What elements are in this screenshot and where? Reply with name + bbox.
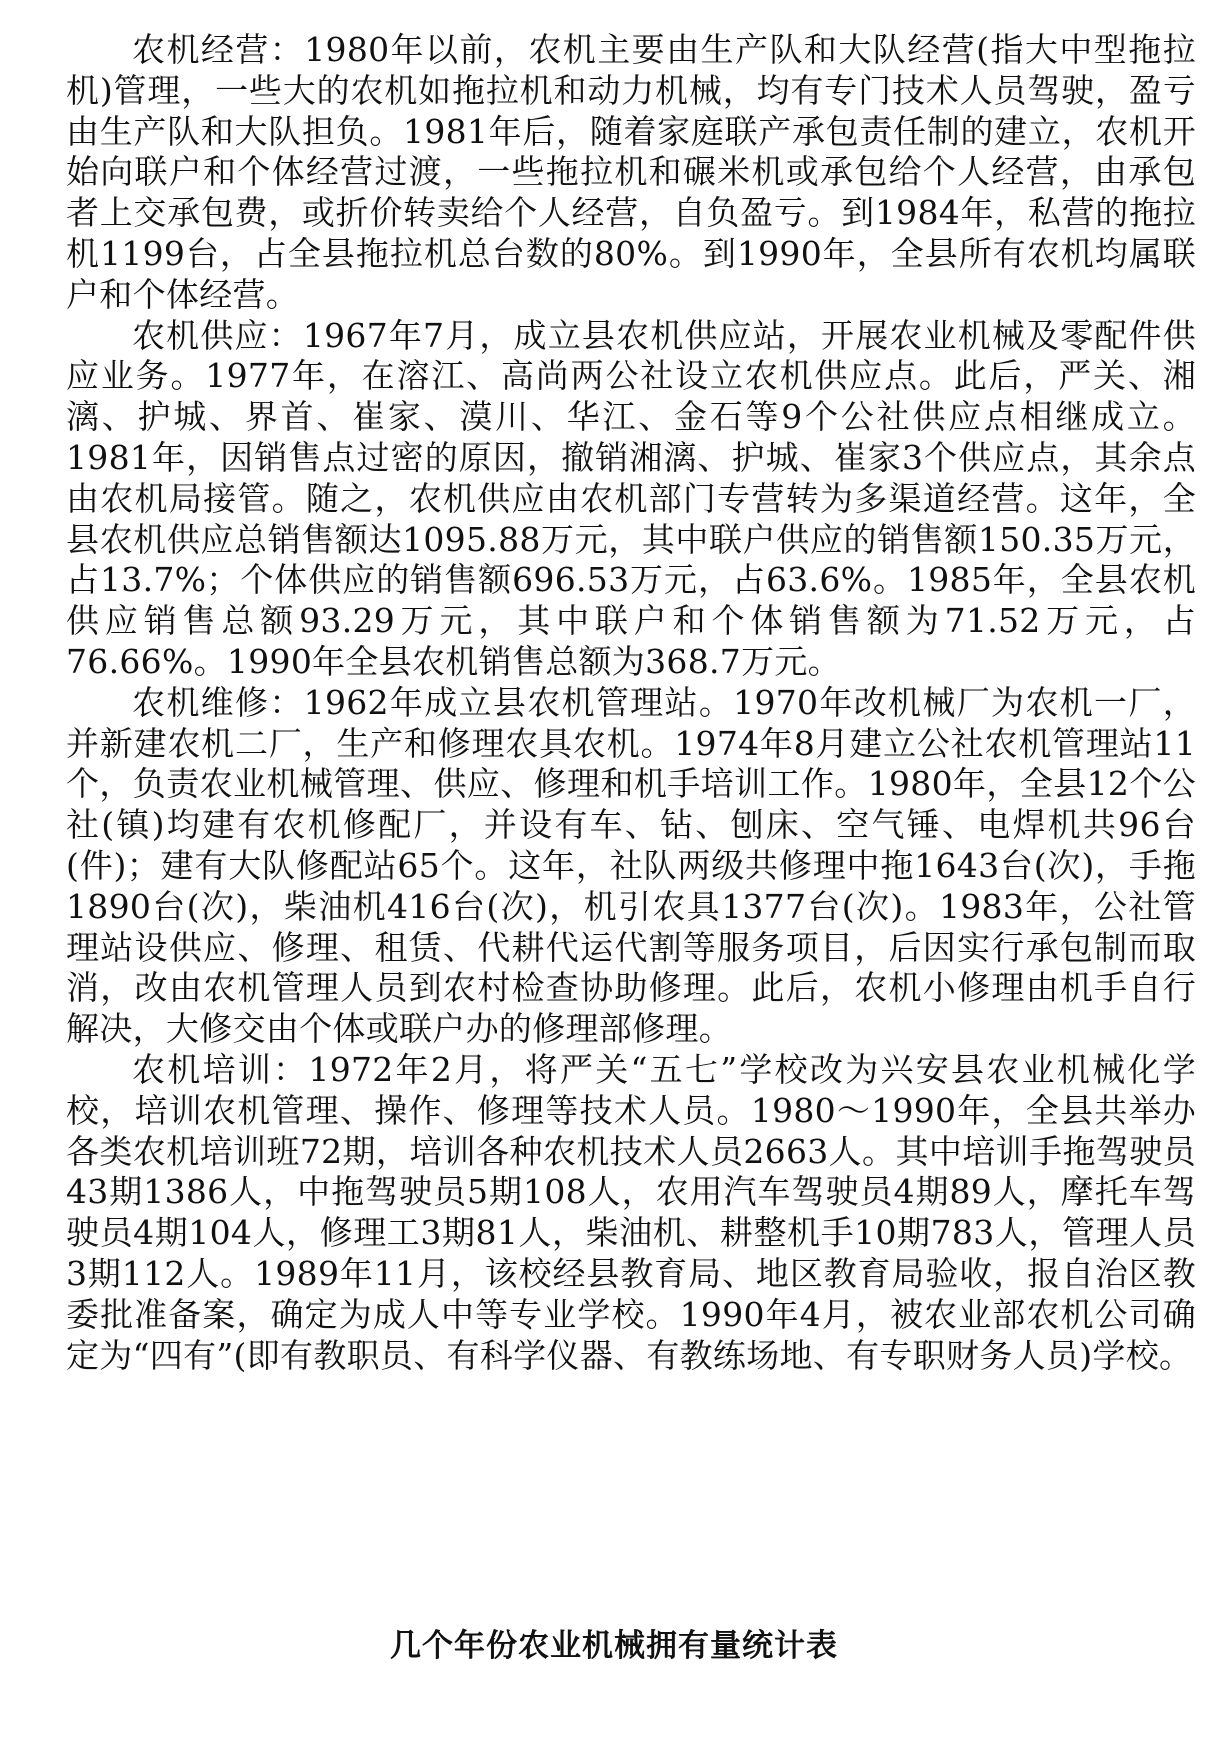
paragraph-farm-machinery-operation: 农机经营：1980年以前，农机主要由生产队和大队经营(指大中型拖拉机)管理，一些大的农机如拖拉机和动力机械，均有专门技术人员驾驶，盈亏由生产队和大队担负。1981年后，随着家庭联产承包责任制的建立，农机开始向联户和个体经营过渡，一些拖拉机和碾米机或承包给个人经营，由承包者上交承包费，或折价转卖给个人经营，自负盈亏。到1984年，私营的拖拉机1199台，占全县拖拉机总台数的80%。到1990年，全县所有农机均属联户和个体经营。	[66, 30, 1196, 314]
table-title: 几个年份农业机械拥有量统计表	[390, 1628, 838, 1664]
document-body	[66, 30, 1196, 1376]
paragraph-farm-machinery-supply: 农机供应：1967年7月，成立县农机供应站，开展农业机械及零配件供应业务。1977年，在溶江、高尚两公社设立农机供应点。此后，严关、湘漓、护城、界首、崔家、漠川、华江、金石等9个公社供应点相继成立。1981年，因销售点过密的原因，撤销湘漓、护城、崔家3个供应点，其余点由农机局接管。随之，农机供应由农机部门专营转为多渠道经营。这年，全县农机供应总销售额达1095.88万元，其中联户供应的销售额150.35万元，占13.7%；个体供应的销售额696.53万元，占63.6%。1985年，全县农机供应销售总额93.29万元，其中联户和个体销售额为71.52万元，占76.66%。1990年全县农机销售总额为368.7万元。	[66, 315, 1196, 681]
paragraph-farm-machinery-training: 农机培训：1972年2月，将严关“五七”学校改为兴安县农业机械化学校，培训农机管理、操作、修理等技术人员。1980～1990年，全县共举办各类农机培训班72期，培训各种农机技术人员2663人。其中培训手拖驾驶员43期1386人，中拖驾驶员5期108人，农用汽车驾驶员4期89人，摩托车驾驶员4期104人，修理工3期81人，柴油机、耕整机手10期783人，管理人员3期112人。1989年11月，该校经县教育局、地区教育局验收，报自治区教委批准备案，确定为成人中等专业学校。1990年4月，被农业部农机公司确定为“四有”(即有教职员、有科学仪器、有教练场地、有专职财务人员)学校。	[66, 1049, 1196, 1375]
paragraph-farm-machinery-repair: 农机维修：1962年成立县农机管理站。1970年改机械厂为农机一厂，并新建农机二厂，生产和修理农具农机。1974年8月建立公社农机管理站11个，负责农业机械管理、供应、修理和机手培训工作。1980年，全县12个公社(镇)均建有农机修配厂，并设有车、钻、刨床、空气锤、电焊机共96台(件)；建有大队修配站65个。这年，社队两级共修理中拖1643台(次)，手拖1890台(次)，柴油机416台(次)，机引农具1377台(次)。1983年，公社管理站设供应、修理、租赁、代耕代运代割等服务项目，后因实行承包制而取消，改由农机管理人员到农村检查协助修理。此后，农机小修理由机手自行解决，大修交由个体或联户办的修理部修理。	[66, 682, 1196, 1049]
